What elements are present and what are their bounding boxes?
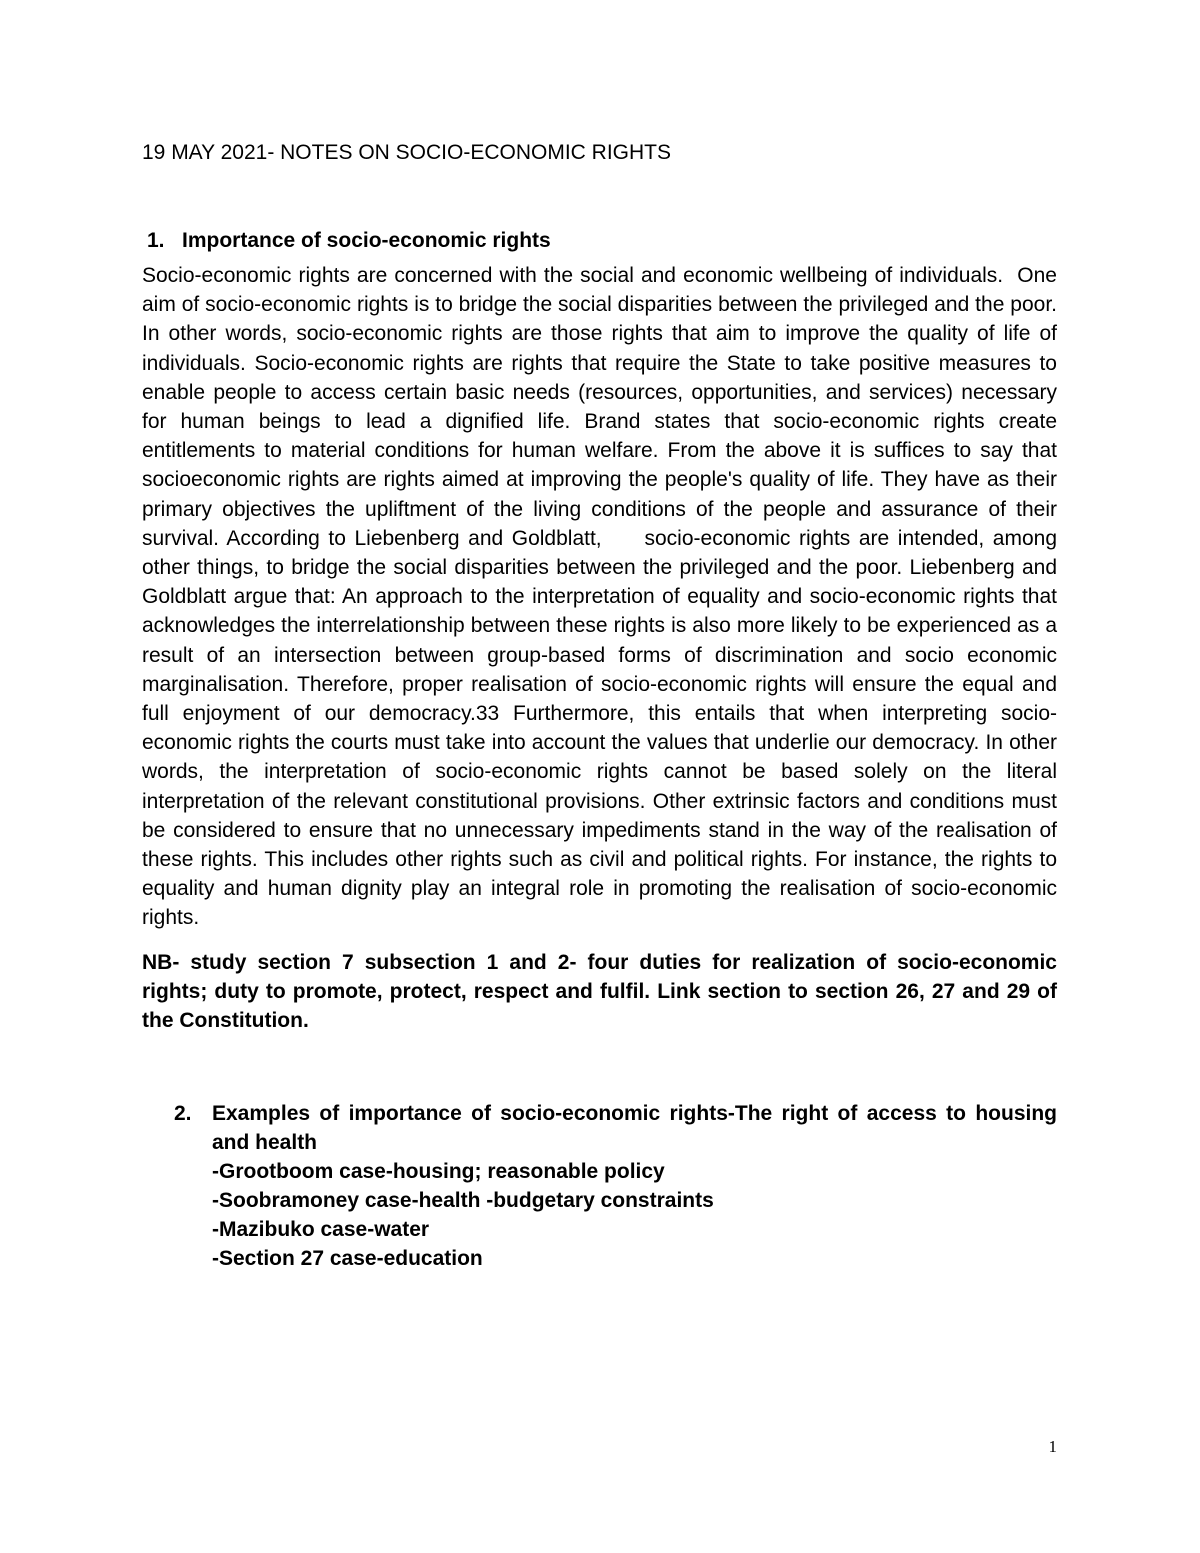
case-item-section-27: -Section 27 case-education [212,1246,483,1270]
section-2 [142,1099,1057,1273]
section-2-number: 2. [174,1101,192,1125]
section-2-heading-text: Examples of importance of socio-economic rights-The right of access to housing and health [212,1101,1057,1154]
document-content [142,138,1069,1273]
section-1-paragraph: Socio-economic rights are concerned with the social and economic wellbeing of individuals. One aim of socio-economic rights is to bridge the social disparities between the privileged and the poor. In other words, socio-economic rights are those rights that aim to improve the quality of life of individuals. Socio-economic rights are rights that require the State to take positive measures to enable people to access certain basic needs (resources, opportunities, and services) necessary for human beings to lead a dignified life. Brand states that socio-economic rights create entitlements to material conditions for human welfare. From the above it is suffices to say that socioeconomic rights are rights aimed at improving the people's quality of life. They have as their primary objectives the upliftment of the living conditions of the people and assurance of their survival. According to Liebenberg and Goldblatt, socio-economic rights are intended, among other things, to bridge the social disparities between the privileged and the poor. Liebenberg and Goldblatt argue that: An approach to the interpretation of equality and socio-economic rights that acknowledges the interrelationship between these rights is also more likely to be experienced as a result of an intersection between group-based forms of discrimination and socio economic marginalisation. Therefore, proper realisation of socio-economic rights will ensure the equal and full enjoyment of our democracy.33 Furthermore, this entails that when interpreting socio-economic rights the courts must take into account the values that underlie our democracy. In other words, the interpretation of socio-economic rights cannot be based solely on the literal interpretation of the relevant constitutional provisions. Other extrinsic factors and conditions must be considered to ensure that no unnecessary impediments stand in the way of the realisation of these rights. This includes other rights such as civil and political rights. For instance, the rights to equality and human dignity play an integral role in promoting the realisation of socio-economic rights. [142,264,1069,930]
section-1-heading [142,226,1057,255]
case-item-mazibuko: -Mazibuko case-water [212,1217,430,1241]
case-item-grootboom: -Grootboom case-housing; reasonable policy [212,1159,665,1183]
nb-note: NB- study section 7 subsection 1 and 2- four duties for realization of socio-economic rights; duty to promote, protect, respect and fulfil. Link section to section 26, 27 and 29 of the Constitution. [142,950,1057,1032]
section-1-heading-text: Importance of socio-economic rights [182,229,551,252]
section-2-body [212,1099,1057,1273]
case-item-soobramoney: -Soobramoney case-health -budgetary constraints [212,1188,714,1212]
document-title: 19 MAY 2021- NOTES ON SOCIO-ECONOMIC RIGHTS [142,141,671,164]
page-number: 1 [1048,1437,1057,1456]
section-1-number: 1. [147,229,165,252]
